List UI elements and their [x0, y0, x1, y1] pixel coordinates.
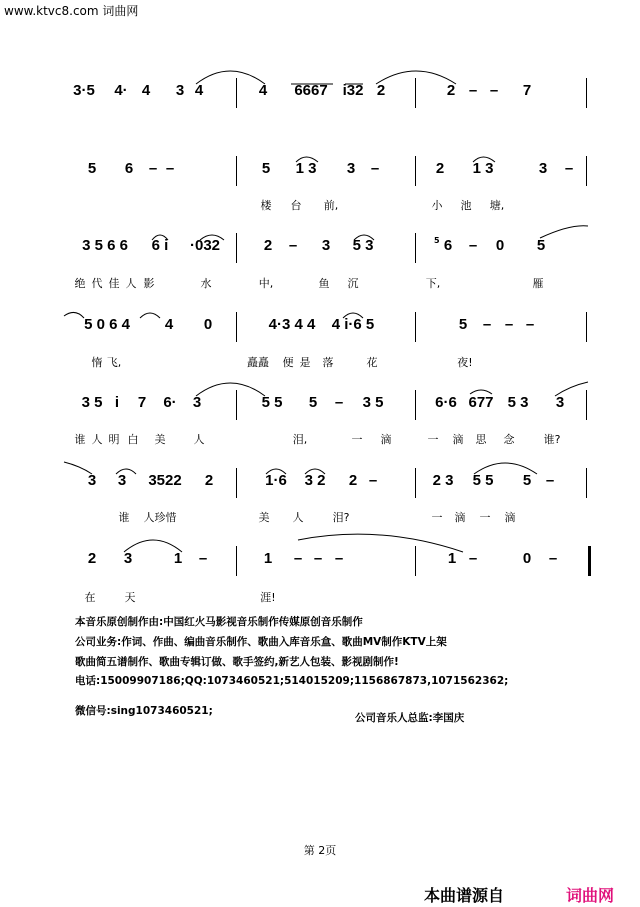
note: –: [165, 160, 175, 177]
footer-site-logo: 词曲网: [566, 886, 615, 905]
lyric: 泪?: [332, 511, 350, 524]
lyric: 塘,: [489, 199, 505, 212]
note: 1 3: [472, 160, 494, 177]
note: 3: [555, 394, 565, 411]
lyric: 谁?: [543, 433, 561, 446]
note: –: [489, 82, 499, 99]
barline: [236, 78, 237, 108]
lyric: 楼: [260, 199, 272, 212]
barline: [586, 468, 587, 498]
note: 1: [263, 550, 273, 567]
note: –: [148, 160, 158, 177]
note: ·032: [189, 237, 221, 254]
note: 5: [522, 472, 532, 489]
lyric: 滴: [452, 433, 464, 446]
company-info-line: 微信号:sing1073460521;: [75, 705, 213, 717]
note: 1·6: [265, 472, 287, 489]
lyric: 佳: [108, 277, 120, 290]
lyric: 代: [91, 277, 103, 290]
lyric: 落: [322, 356, 334, 369]
lyric: 鱼: [318, 277, 330, 290]
note: 7: [137, 394, 147, 411]
note: 3: [117, 472, 127, 489]
note: 4 i·6 5: [331, 316, 375, 333]
lyric: 沉: [347, 277, 359, 290]
barline: [415, 233, 416, 263]
lyric: 涯!: [260, 591, 276, 604]
barline: [236, 468, 237, 498]
lyric: 谁: [118, 511, 130, 524]
note: –: [334, 394, 344, 411]
note: 5 5: [472, 472, 494, 489]
note: 1: [173, 550, 183, 567]
lyric: 惰: [91, 356, 103, 369]
barline: [586, 78, 587, 108]
lyric: 一: [351, 433, 363, 446]
lyric: 滴: [454, 511, 466, 524]
note: 3 5 6 6: [82, 237, 128, 254]
note: 4: [141, 82, 151, 99]
lyric: 美: [154, 433, 166, 446]
lyric: 念: [503, 433, 515, 446]
lyric: 是: [299, 356, 311, 369]
barline: [236, 233, 237, 263]
lyric: 池: [460, 199, 472, 212]
music-supervisor: 公司音乐人总监:李国庆: [355, 712, 465, 724]
note: –: [525, 316, 535, 333]
lyric: 台: [290, 199, 302, 212]
company-info-line: 公司业务:作词、作曲、编曲音乐制作、歌曲入库音乐盒、歌曲MV制作KTV上架: [75, 636, 447, 648]
lyric: 小: [431, 199, 443, 212]
note: –: [468, 82, 478, 99]
note: –: [198, 550, 208, 567]
lyric: 花: [366, 356, 378, 369]
note: 3: [175, 82, 185, 99]
lyric: 滴: [504, 511, 516, 524]
footer-source-label: 本曲谱源自: [424, 886, 505, 905]
lyric: 思: [475, 433, 487, 446]
slur: [540, 226, 588, 238]
note: 6: [124, 160, 134, 177]
note: 3: [87, 472, 97, 489]
note: 6: [443, 237, 453, 254]
note: –: [288, 237, 298, 254]
note: 1: [447, 550, 457, 567]
note: 0: [522, 550, 532, 567]
note: –: [504, 316, 514, 333]
note: 3·5: [73, 82, 95, 99]
lyric: 泪,: [292, 433, 308, 446]
note: 5 3: [507, 394, 529, 411]
barline: [236, 312, 237, 342]
note: –: [468, 237, 478, 254]
note: –: [468, 550, 478, 567]
note: 3: [192, 394, 202, 411]
lyric: 中,: [258, 277, 274, 290]
barline: [415, 312, 416, 342]
note: 3: [538, 160, 548, 177]
lyric: 人: [292, 511, 304, 524]
lyric: 飞,: [106, 356, 122, 369]
company-info-line: 电话:15009907186;QQ:1073460521;514015209;1156867873,1071562362;: [75, 675, 509, 687]
slur: [376, 71, 456, 84]
company-info-line: 歌曲简五谱制作、歌曲专辑订做、歌手签约,新艺人包装、影视剧制作!: [75, 656, 399, 668]
note: 3 2: [304, 472, 326, 489]
slur: [196, 383, 265, 396]
lyric: 前,: [323, 199, 339, 212]
lyric: 绝: [74, 277, 86, 290]
barline: [415, 468, 416, 498]
note: 2: [348, 472, 358, 489]
note: 3: [123, 550, 133, 567]
slur: [298, 534, 463, 552]
note: –: [548, 550, 558, 567]
slur: [64, 312, 84, 318]
note: 4·: [114, 82, 128, 99]
note: 4: [164, 316, 174, 333]
note: 6·6: [435, 394, 457, 411]
lyric: 滴: [380, 433, 392, 446]
barline: [415, 390, 416, 420]
lyric: 天: [124, 591, 136, 604]
lyric: 人: [125, 277, 137, 290]
lyric: 人珍惜: [143, 511, 177, 524]
note: –: [564, 160, 574, 177]
note: –: [368, 472, 378, 489]
note: 2: [204, 472, 214, 489]
note: 0: [203, 316, 213, 333]
note: –: [313, 550, 323, 567]
note: 1 3: [295, 160, 317, 177]
note: 5: [536, 237, 546, 254]
barline: [586, 156, 587, 186]
barline: [236, 156, 237, 186]
lyric: 明: [108, 433, 120, 446]
barline: [415, 156, 416, 186]
note: 2: [446, 82, 456, 99]
note: 0: [495, 237, 505, 254]
note: 4: [194, 82, 204, 99]
note: 4: [258, 82, 268, 99]
lyric: 美: [258, 511, 270, 524]
note: 2: [263, 237, 273, 254]
lyric: 雁: [532, 277, 544, 290]
note: –: [482, 316, 492, 333]
note: 5 5: [261, 394, 283, 411]
note: i: [114, 394, 120, 411]
lyric: 水: [200, 277, 212, 290]
barline: [586, 312, 587, 342]
note: 6·: [163, 394, 177, 411]
note: 5 0 6 4: [84, 316, 130, 333]
note: –: [334, 550, 344, 567]
slur: [196, 71, 265, 84]
lyric: 矗矗: [247, 356, 269, 369]
note: 2: [435, 160, 445, 177]
note: 5: [308, 394, 318, 411]
note: 3: [321, 237, 331, 254]
barline: [236, 546, 237, 576]
note: 3522: [148, 472, 182, 489]
note: 2: [87, 550, 97, 567]
lyric: 一: [427, 433, 439, 446]
note: 3 5: [81, 394, 103, 411]
lyric: 下,: [425, 277, 441, 290]
grace-note: 5: [434, 236, 440, 245]
note: 4·3 4 4: [268, 316, 316, 333]
lyric: 夜!: [457, 356, 473, 369]
note: 5 3: [352, 237, 374, 254]
note: 5: [87, 160, 97, 177]
lyric: 一: [431, 511, 443, 524]
note: 2: [376, 82, 386, 99]
barline: [236, 390, 237, 420]
note: 677: [468, 394, 494, 411]
company-info-line: 本音乐原创制作由:中国红火马影视音乐制作传媒原创音乐制作: [75, 616, 363, 628]
note: 2 3: [432, 472, 454, 489]
note: 5: [458, 316, 468, 333]
note: 5: [261, 160, 271, 177]
site-watermark: www.ktvc8.com 词曲网: [4, 4, 139, 18]
note: 3: [346, 160, 356, 177]
lyric: 便: [282, 356, 294, 369]
lyric: 一: [479, 511, 491, 524]
barline: [588, 546, 591, 576]
note: –: [545, 472, 555, 489]
lyric: 白: [127, 433, 139, 446]
barline: [415, 546, 416, 576]
slur: [140, 313, 160, 318]
note: i32: [342, 82, 364, 99]
lyric: 人: [193, 433, 205, 446]
note: –: [370, 160, 380, 177]
note: 7: [522, 82, 532, 99]
note: –: [293, 550, 303, 567]
barline: [586, 390, 587, 420]
barline: [415, 78, 416, 108]
page-number: 第 2页: [303, 844, 337, 857]
note: 6 i: [151, 237, 169, 254]
note: 3 5: [362, 394, 384, 411]
note: 6667: [294, 82, 328, 99]
lyric: 人: [91, 433, 103, 446]
lyric: 在: [84, 591, 96, 604]
lyric: 影: [143, 277, 155, 290]
lyric: 谁: [74, 433, 86, 446]
